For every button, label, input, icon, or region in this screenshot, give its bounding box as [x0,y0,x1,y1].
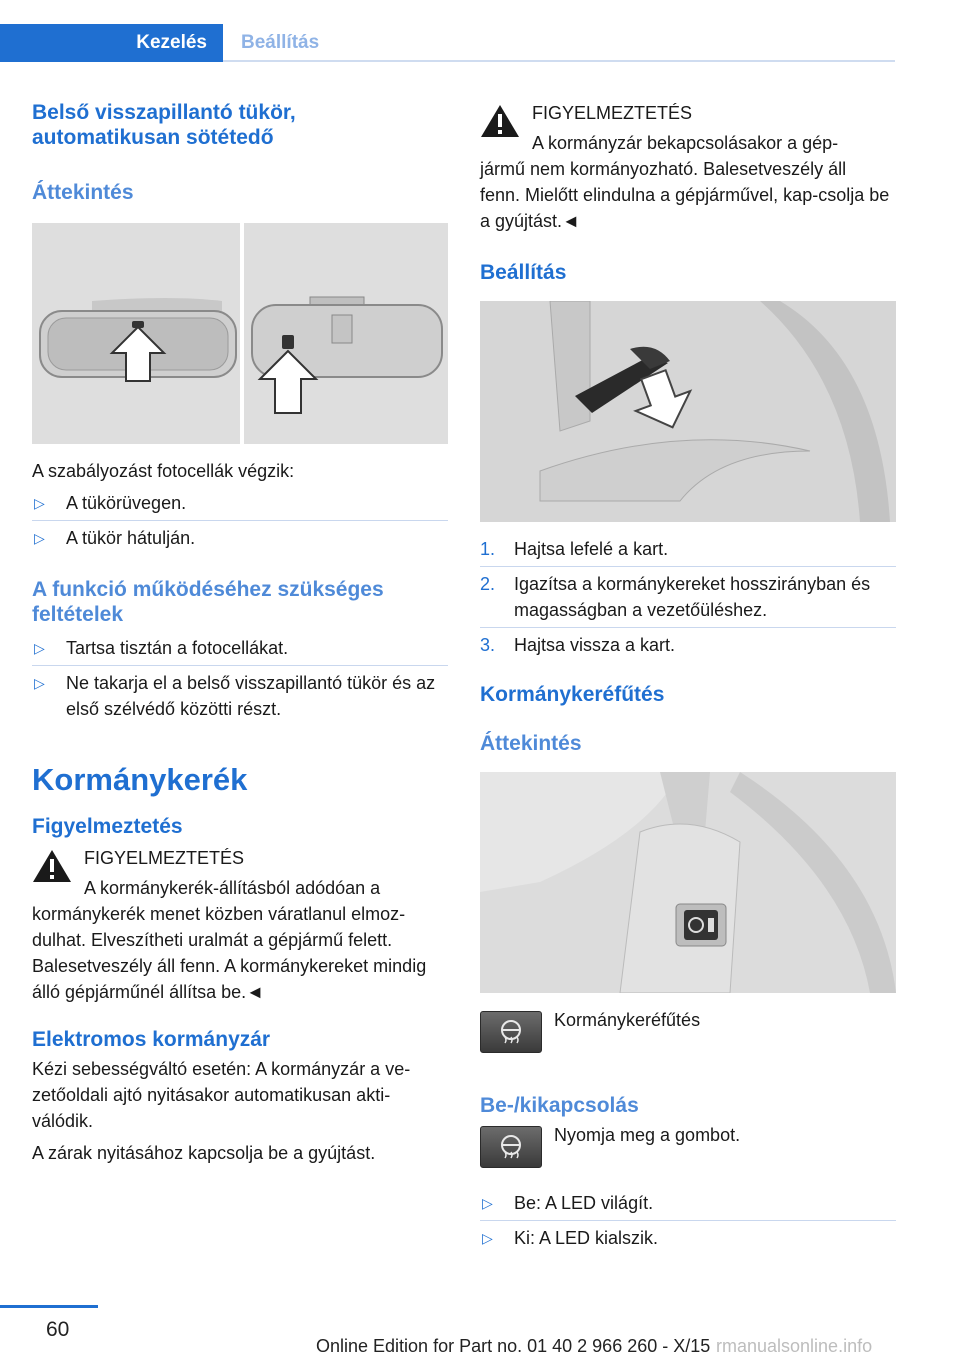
bullet-triangle-icon: ▷ [34,530,45,546]
section-tabs [0,24,895,62]
tab-divider [223,60,895,62]
step-item: 1. Hajtsa lefelé a kart. [480,539,669,559]
warning-text: kormánykerék menet közben váratlanul elmoz-dulhat. Elveszítheti uralmát a gépjármű felett. Balesetveszély áll fenn. A kormánykereket mindig álló gépjárműnél állítsa be.◄ [32,904,427,1002]
page-number: 60 [46,1318,70,1341]
heating-heading: Kormánykeréfűtés [480,683,665,706]
list-item: ▷ A tükörüvegen. [32,490,448,520]
lever-illustration [480,301,896,522]
adjust-heading: Beállítás [480,261,567,284]
bullet-triangle-icon: ▷ [34,640,45,656]
lock-heading: Elektromos kormányzár [32,1028,271,1051]
divider [480,627,896,628]
overview-heading: Áttekintés [480,732,582,755]
tab-kezeles[interactable]: Kezelés [0,24,223,62]
onoff-heading: Be-/kikapcsolás [480,1094,639,1117]
warning-triangle-icon [480,104,520,138]
list-item: ▷ Ki: A LED kialszik. [480,1221,896,1251]
left-column [32,100,448,1166]
steering-warning [32,845,448,1005]
heating-photo [480,772,896,993]
steering-heating-button-icon [480,1011,542,1053]
warning-text-first: A kormánykerék-állításból adódóan a [84,878,381,898]
warning-text-first: A kormányzár bekapcsolásakor a gép- [532,133,839,153]
steering-title: Kormánykerék [32,762,248,797]
sensors-intro: A szabályozást fotocellák végzik: [32,461,295,481]
warning-label: FIGYELMEZTETÉS [532,103,693,123]
heating-caption: Kormánykeréfűtés [554,1010,701,1030]
warning-text: jármű nem kormányozható. Balesetveszély áll fenn. Mielőtt elindulna a gépjárművel, kap-csolja be a gyújtást.◄ [480,159,890,231]
bullet-triangle-icon: ▷ [34,675,45,691]
right-column [480,100,896,1251]
list-item: ▷ Ne takarja el a belső visszapillantó tükör és az első szélvédő közötti részt. [32,666,448,722]
steering-wheel-heat-icon [481,1127,541,1167]
list-item: ▷ Be: A LED világít. [480,1190,896,1220]
conditions-heading: A funkció működéséhez szükséges feltételek [32,578,384,626]
warning-label: FIGYELMEZTETÉS [84,848,245,868]
lock-text-2: A zárak nyitásához kapcsolja be a gyújtást. [32,1143,376,1163]
warning-heading: Figyelmeztetés [32,815,183,838]
warning-triangle-icon [32,849,72,883]
lock-warning [480,100,896,234]
steering-wheel-heat-icon [481,1012,541,1052]
bullet-triangle-icon: ▷ [482,1195,493,1211]
onoff-text: Nyomja meg a gombot. [554,1125,741,1145]
overview-heading: Áttekintés [32,181,134,204]
divider [480,566,896,567]
edition-text: Online Edition for Part no. 01 40 2 966 260 - X/15 [316,1336,711,1356]
watermark: rmanualsonline.info [716,1336,873,1356]
lever-photo [480,301,896,522]
heating-illustration [480,772,896,993]
mirror-illustration [32,223,448,444]
list-item: ▷ A tükör hátulján. [32,521,448,551]
lock-text: Kézi sebességváltó esetén: A kormányzár a ve-zetőoldali ajtó nyitásakor automatikusan akti-válódik. [32,1059,411,1131]
bullet-triangle-icon: ▷ [34,495,45,511]
step-item: 2. Igazítsa a kormánykereket hosszirányban és magasságban a vezetőüléshez. [480,574,871,620]
mirror-photo [32,223,448,444]
step-item: 3. Hajtsa vissza a kart. [480,635,676,655]
mirror-title: Belső visszapillantó tükör, automatikusan sötétedő [32,101,296,149]
list-item: ▷ Tartsa tisztán a fotocellákat. [32,635,448,665]
bullet-triangle-icon: ▷ [482,1230,493,1246]
footer-rule [0,1305,98,1308]
tab-beallitas[interactable]: Beállítás [241,32,320,53]
steering-heating-button[interactable] [480,1126,542,1168]
